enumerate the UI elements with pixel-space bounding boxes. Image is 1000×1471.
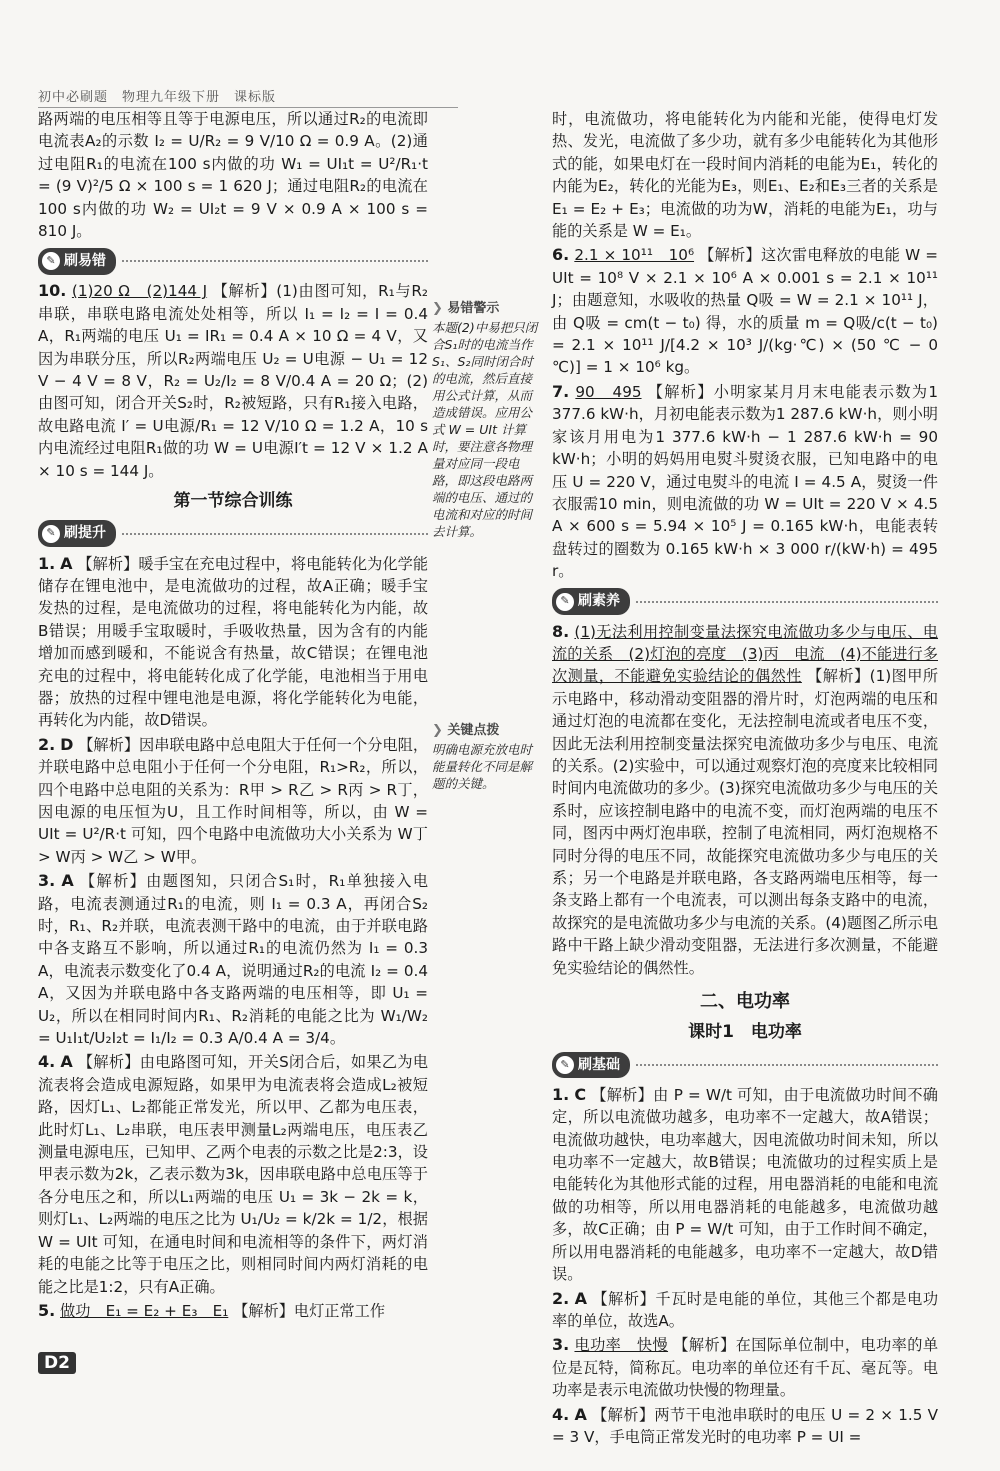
section-title: 第一节综合训练 — [173, 491, 293, 512]
question-5-continuation: 时，电流做功，将电能转化为内能和光能，使得电灯发热、发光，电流做了多少功，就有多少电能转化为其他形式的能，如果电灯在一段时间内消耗的电能为E₁，转化的内能为E₂，转化的光能为E₃，则E₁、E₂和E₃三者的关系是 E₁ = E₂ + E₃；电流做的功为W，消耗的电能为E₁，功与能的关系是 W = E₁。 — [552, 110, 938, 241]
banner-label: 刷素养 — [578, 593, 620, 610]
pencil-icon: ✎ — [42, 525, 60, 543]
banner-label: 刷基础 — [578, 1056, 620, 1073]
basic-question-4 — [552, 1404, 938, 1449]
explanation: 【解析】小明家某月月末电能表示数为1 377.6 kW·h，月初电能表示数为1 287.6 kW·h，则小明家该月用电为1 377.6 kW·h − 1 287.6 kW·h = 90 kW·h；小明的妈妈用电熨斗熨烫衣服，已知电路中的电压 U = 220 V，通过电熨斗的电流 I = 4.5 A，熨烫一件衣服需10 min，则电流做的功 W = UIt = 220 V × 4.5 A × 600 s = 5.94 × 10⁵ J = 0.165 kW·h，电能表转盘转过的圈数为 0.165 kW·h × 3 000 r/(kW·h) = 495 r。 — [552, 382, 939, 581]
running-header: 初中必刷题 物理九年级下册 课标版 — [38, 86, 458, 108]
question-number: 1. — [552, 1084, 570, 1104]
side-note-error-warning — [432, 300, 544, 540]
answer: C — [574, 1084, 587, 1104]
question-number: 3. — [552, 1335, 570, 1355]
answer: 电功率 快慢 — [574, 1336, 669, 1355]
explanation: 【解析】(1)图甲所示电路中，移动滑动变阻器的滑片时，灯泡两端的电压和通过灯泡的电流都在变化，无法控制电流或者电压不变，因此无法利用控制变量法探究电流做功多少与电压、电流的关系。(2)实验中，可以通过观察灯泡的亮度来比较相同时间内电流做功的多少。(3)探究电流做功多少与电压的关系时，应该控制电路中的电流不变，而灯泡两端的电压不同，图丙中两灯泡串联，控制了电流相同，两灯泡规格不同时分得的电压不同，故能探究电流做功多少与电压的关系；另一个电路是并联电路，各支路两端电压相等，每一条支路上都有一个电流表，可以测出每条支路中的电流，故探究的是电流做功多少与电流的关系。(4)题图乙所示电路中干路上缺少滑动变阻器，无法进行多次测量，不能避免实验结论的偶然性。 — [552, 667, 939, 977]
answer: 90 495 — [575, 382, 642, 401]
explanation: 【解析】两节干电池串联时的电压 U = 2 × 1.5 V = 3 V，手电筒正常发光时的电功率 P = UI = — [552, 1405, 939, 1446]
question-number: 10. — [38, 281, 67, 301]
answer: (1)无法利用控制变量法探究电流做功多少与电压、电流的关系 (2)灯泡的亮度 (3)丙 电流 (4)不能进行多次测量，不能避免实验结论的偶然性 — [552, 622, 939, 686]
basic-question-3 — [552, 1334, 938, 1401]
side-note-body: 本题(2)中易把只闭合S₁时的电流当作S₁、S₂同时闭合时的电流，然后直接用公式计算，从而造成错误。应用公式 W = UIt 计算时，要注意各物理量对应同一段电路，即这段电路两端的电压、通过的电流和对应的时间去计算。 — [432, 320, 538, 539]
lesson-title: 课时1 电功率 — [688, 1022, 802, 1043]
explanation: 【解析】这次雷电释放的电能 W = UIt = 10⁸ V × 2.1 × 10⁶ A × 0.001 s = 2.1 × 10¹¹ J；由题意知，水吸收的热量 Q吸 = W = 2.1 × 10¹¹ J，由 Q吸 = cm(t − t₀) 得，水的质量 m = Q吸/c(t − t₀) = 2.1 × 10¹¹ J/[4.2 × 10³ J/(kg·℃) × (50 ℃ − 0 ℃)] = 1 × 10⁶ kg。 — [552, 246, 939, 377]
explanation: 【解析】在国际单位制中，电功率的单位是瓦特，简称瓦。电功率的单位还有千瓦、毫瓦等。电功率是表示电流做功快慢的物理量。 — [552, 1336, 939, 1400]
question-5 — [38, 1300, 428, 1322]
right-column — [552, 108, 938, 1450]
explanation: 【解析】由题图知，只闭合S₁时，R₁单独接入电路，电流表测通过R₁的电流，则 I₁ = 0.3 A，再闭合S₂时，R₁、R₂并联，电流表测干路中的电流，由于并联电路中各支路互不影响，所以通过R₁的电流仍然为 I₁ = 0.3 A，电流表示数变化了0.4 A，说明通过R₂的电流 I₂ = 0.4 A，又因为并联电路中各支路两端的电压相等，即 U₁ = U₂，所以在相同时间内R₁、R₂消耗的电能之比为 W₁/W₂ = U₁I₁t/U₂I₂t = I₁/I₂ = 0.3 A/0.4 A = 3/4。 — [38, 872, 429, 1048]
explanation: 【解析】暖手宝在充电过程中，将电能转化为化学能储存在锂电池中，是电流做功的过程，故A正确；暖手宝发热的过程，是电流做功的过程，将电能转化为内能，故B错误；用暖手宝取暖时，手吸收热量，因为含有的内能增加而感到暖和，不能说含有热量，故C错误；在锂电池充电的过程中，将电能转化成了化学能，电池相当于用电器；放热的过程中锂电池是电源，将化学能转化为电能，再转化为内能，故D错误。 — [38, 554, 429, 730]
side-note-tag: ❯ 易错警示 — [432, 300, 544, 317]
answer: A — [61, 871, 74, 891]
explanation: 【解析】电灯正常工作 — [233, 1301, 385, 1320]
answer: D — [60, 734, 74, 754]
left-column — [38, 108, 428, 1324]
question-number: 2. — [38, 734, 56, 754]
pencil-icon: ✎ — [556, 1056, 574, 1074]
explanation: 【解析】(1)由图可知，R₁与R₂串联，串联电路电流处处相等，所以 I₁ = I₂ = I = 0.4 A，R₁两端的电压 U₁ = IR₁ = 0.4 A × 10 Ω = 4 V，又因为串联分压，所以R₂两端电压 U₂ = U电源 − U₁ = 12 V − 4 V = 8 V，R₂ = U₂/I₂ = 8 V/0.4 A = 20 Ω；(2)由图可知，闭合开关S₂时，R₂被短路，只有R₁接入电路，故电路电流 I′ = U电源/R₁ = 12 V/10 Ω = 1.2 A，10 s内电流经过电阻R₁做的功 W = U电源I′t = 12 V × 1.2 A × 10 s = 144 J。 — [38, 282, 429, 480]
question-2 — [38, 734, 428, 868]
banner-shua-yicuo — [38, 248, 428, 274]
question-number: 5. — [38, 1300, 56, 1320]
basic-question-2 — [552, 1288, 938, 1333]
answer: A — [60, 1052, 73, 1072]
explanation: 【解析】千瓦时是电能的单位，其他三个都是电功率的单位，故选A。 — [552, 1289, 939, 1330]
question-1 — [38, 553, 428, 732]
side-note-body: 明确电源充放电时能量转化不同是解题的关键。 — [432, 742, 533, 791]
question-number: 4. — [38, 1052, 56, 1072]
question-number: 3. — [38, 871, 56, 891]
prev-question-continuation: 路两端的电压相等且等于电源电压，所以通过R₂的电流即电流表A₂的示数 I₂ = U/R₂ = 9 V/10 Ω = 0.9 A。(2)通过电阻R₁的电流在100 s内做的功 W₁ = UI₁t = U²/R₁·t = (9 V)²/5 Ω × 100 s = 1 620 J；通过电阻R₂的电流在100 s内做的功 W₂ = UI₂t = 9 V × 0.9 A × 100 s = 810 J。 — [38, 110, 428, 241]
banner-label: 刷易错 — [64, 253, 106, 270]
question-7 — [552, 381, 938, 583]
explanation: 【解析】因串联电路中总电阻大于任何一个分电阻，并联电路中总电阻小于任何一个分电阻，R₁>R₂，所以，四个电路中总电阻的关系为：R甲 > R乙 > R丙 > R丁，因电源的电压恒为U，且工作时间相等，所以，由 W = UIt = U²/R·t 可知，四个电路中电流做功大小关系为 W丁 > W丙 > W乙 > W甲。 — [38, 735, 429, 866]
question-4 — [38, 1051, 428, 1297]
question-number: 6. — [552, 245, 570, 265]
banner-shua-suyang — [552, 589, 938, 615]
question-number: 8. — [552, 621, 570, 641]
question-10 — [38, 280, 428, 482]
question-number: 7. — [552, 381, 570, 401]
banner-label: 刷提升 — [64, 525, 106, 542]
answer: 做功 E₁ = E₂ + E₃ E₁ — [60, 1301, 229, 1320]
question-8 — [552, 621, 938, 980]
question-number: 4. — [552, 1404, 570, 1424]
pencil-icon: ✎ — [42, 252, 60, 270]
side-note-tag: ❯ 关键点拨 — [432, 722, 544, 739]
explanation: 【解析】由 P = W/t 可知，由于电流做功时间不确定，所以电流做功越多，电功率不一定越大，故A错误；电流做功越快，电功率越大，因电流做功时间未知，所以电功率不一定越大，故B错误；电流做功的过程实质上是电能转化为其他形式能的过程，用电器消耗的电能和电流做的功相等，所以用电器消耗的电能越多，电流做功越多，故C正确；由 P = W/t 可知，由于工作时间不确定，所以用电器消耗的电能越多，电功率不一定越大，故D错误。 — [552, 1085, 938, 1284]
explanation: 【解析】由电路图可知，开关S闭合后，如果乙为电流表将会造成电源短路，如果甲为电流表将会造成L₂被短路，因灯L₁、L₂都能正常发光，所以甲、乙都为电压表，此时灯L₁、L₂串联，电压表甲测量L₂两端电压，电压表乙测量电源电压，已知甲、乙两个电表的示数之比是2:3，设甲表示数为2k，乙表示数为3k，因串联电路中总电压等于各分电压之和，所以L₁两端的电压 U₁ = 3k − 2k = k，则灯L₁、L₂两端的电压之比为 U₁/U₂ = k/2k = 1/2，根据 W = UIt 可知，在通电时间和电流相等的条件下，两灯消耗的电能之比等于电压之比，则相同时间内两灯消耗的电能之比是1:2，只有A正确。 — [38, 1053, 429, 1296]
answer: (1)20 Ω (2)144 J — [71, 282, 208, 301]
pencil-icon: ✎ — [556, 593, 574, 611]
page-number: D2 — [38, 1352, 76, 1374]
answer: A — [574, 1404, 587, 1424]
question-number: 2. — [552, 1288, 570, 1308]
side-note-key-point — [432, 722, 544, 792]
answer: A — [574, 1288, 587, 1308]
banner-shua-tisheng — [38, 521, 428, 547]
banner-shua-jichu — [552, 1052, 938, 1078]
basic-question-1 — [552, 1084, 938, 1286]
question-number: 1. — [38, 553, 56, 573]
answer: 2.1 × 10¹¹ 10⁶ — [574, 246, 695, 265]
answer: A — [60, 553, 73, 573]
question-3 — [38, 870, 428, 1049]
chapter-title: 二、电功率 — [700, 991, 790, 1013]
question-6 — [552, 244, 938, 378]
